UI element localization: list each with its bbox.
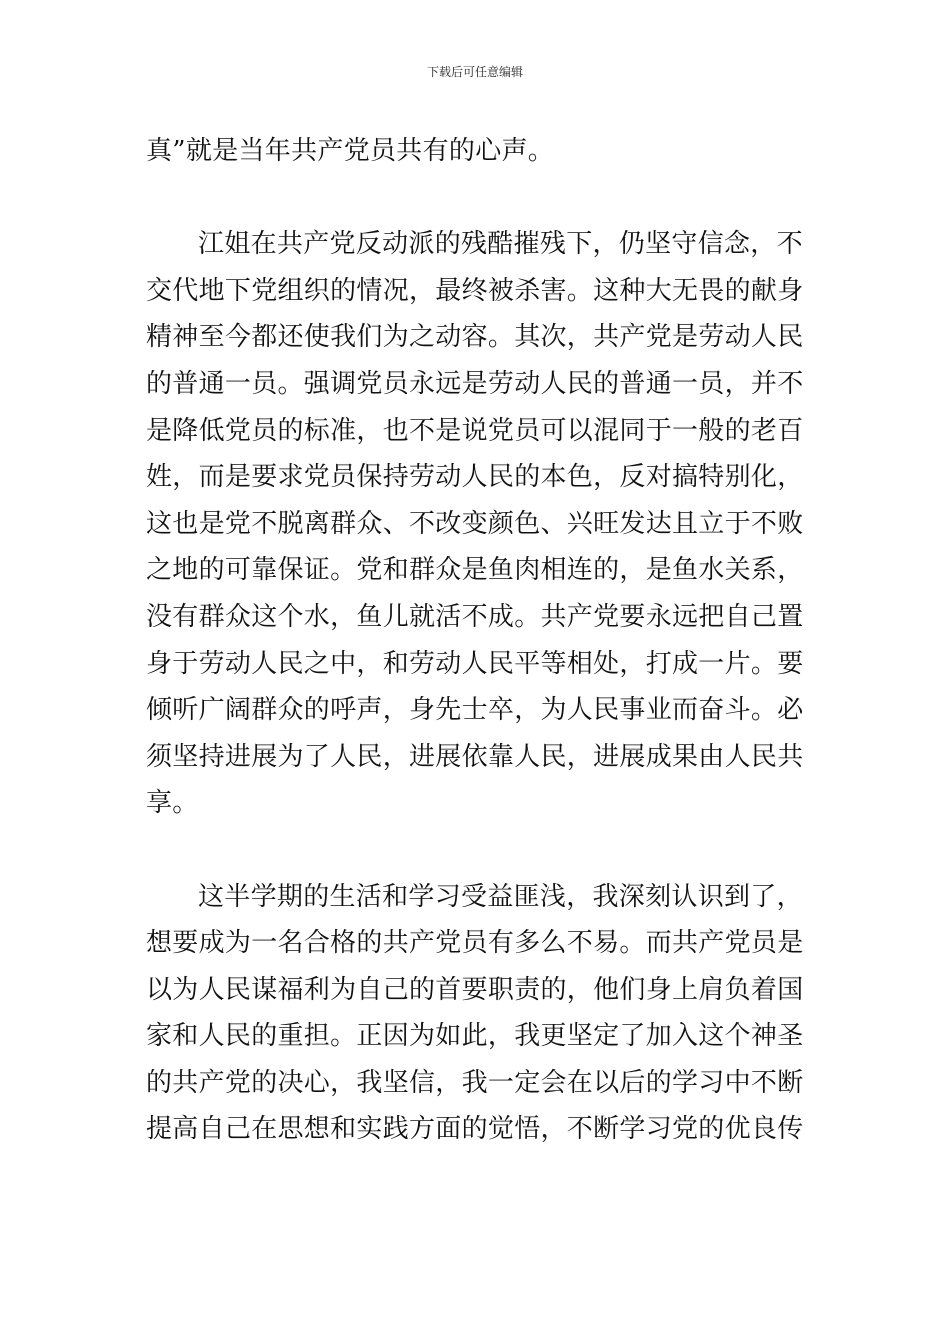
paragraph-2: 江姐在共产党反动派的残酷摧残下，仍坚守信念，不交代地下党组织的情况，最终被杀害。这种大无畏的献身精神至今都还使我们为之动容。其次，共产党是劳动人民的普通一员。强调党员永远是劳动人民的普通一员，并不是降低党员的标准，也不是说党员可以混同于一般的老百姓，而是要求党员保持劳动人民的本色，反对搞特别化，这也是党不脱离群众、不改变颜色、兴旺发达且立于不败之地的可靠保证。党和群众是鱼肉相连的，是鱼水关系，没有群众这个水，鱼儿就活不成。共产党要永远把自己置身于劳动人民之中，和劳动人民平等相处，打成一片。要倾听广阔群众的呼声，身先士卒，为人民事业而奋斗。必须坚持进展为了人民，进展依靠人民，进展成果由人民共享。 xyxy=(146,229,804,819)
page-header: 下载后可任意编辑 xyxy=(426,65,523,79)
paragraph-3: 这半学期的生活和学习受益匪浅，我深刻认识到了，想要成为一名合格的共产党员有多么不易。而共产党员是以为人民谋福利为自己的首要职责的，他们身上肩负着国家和人民的重担。正因为如此，我更坚定了加入这个神圣的共产党的决心，我坚信，我一定会在以后的学习中不断提高自己在思想和实践方面的觉悟，不断学习党的优良传 xyxy=(146,881,804,1145)
paragraph-1: 真”就是当年共产党员共有的心声。 xyxy=(146,136,555,166)
paragraph-spacer xyxy=(146,175,806,222)
document-body xyxy=(146,128,806,1153)
paragraph-spacer xyxy=(146,827,806,874)
